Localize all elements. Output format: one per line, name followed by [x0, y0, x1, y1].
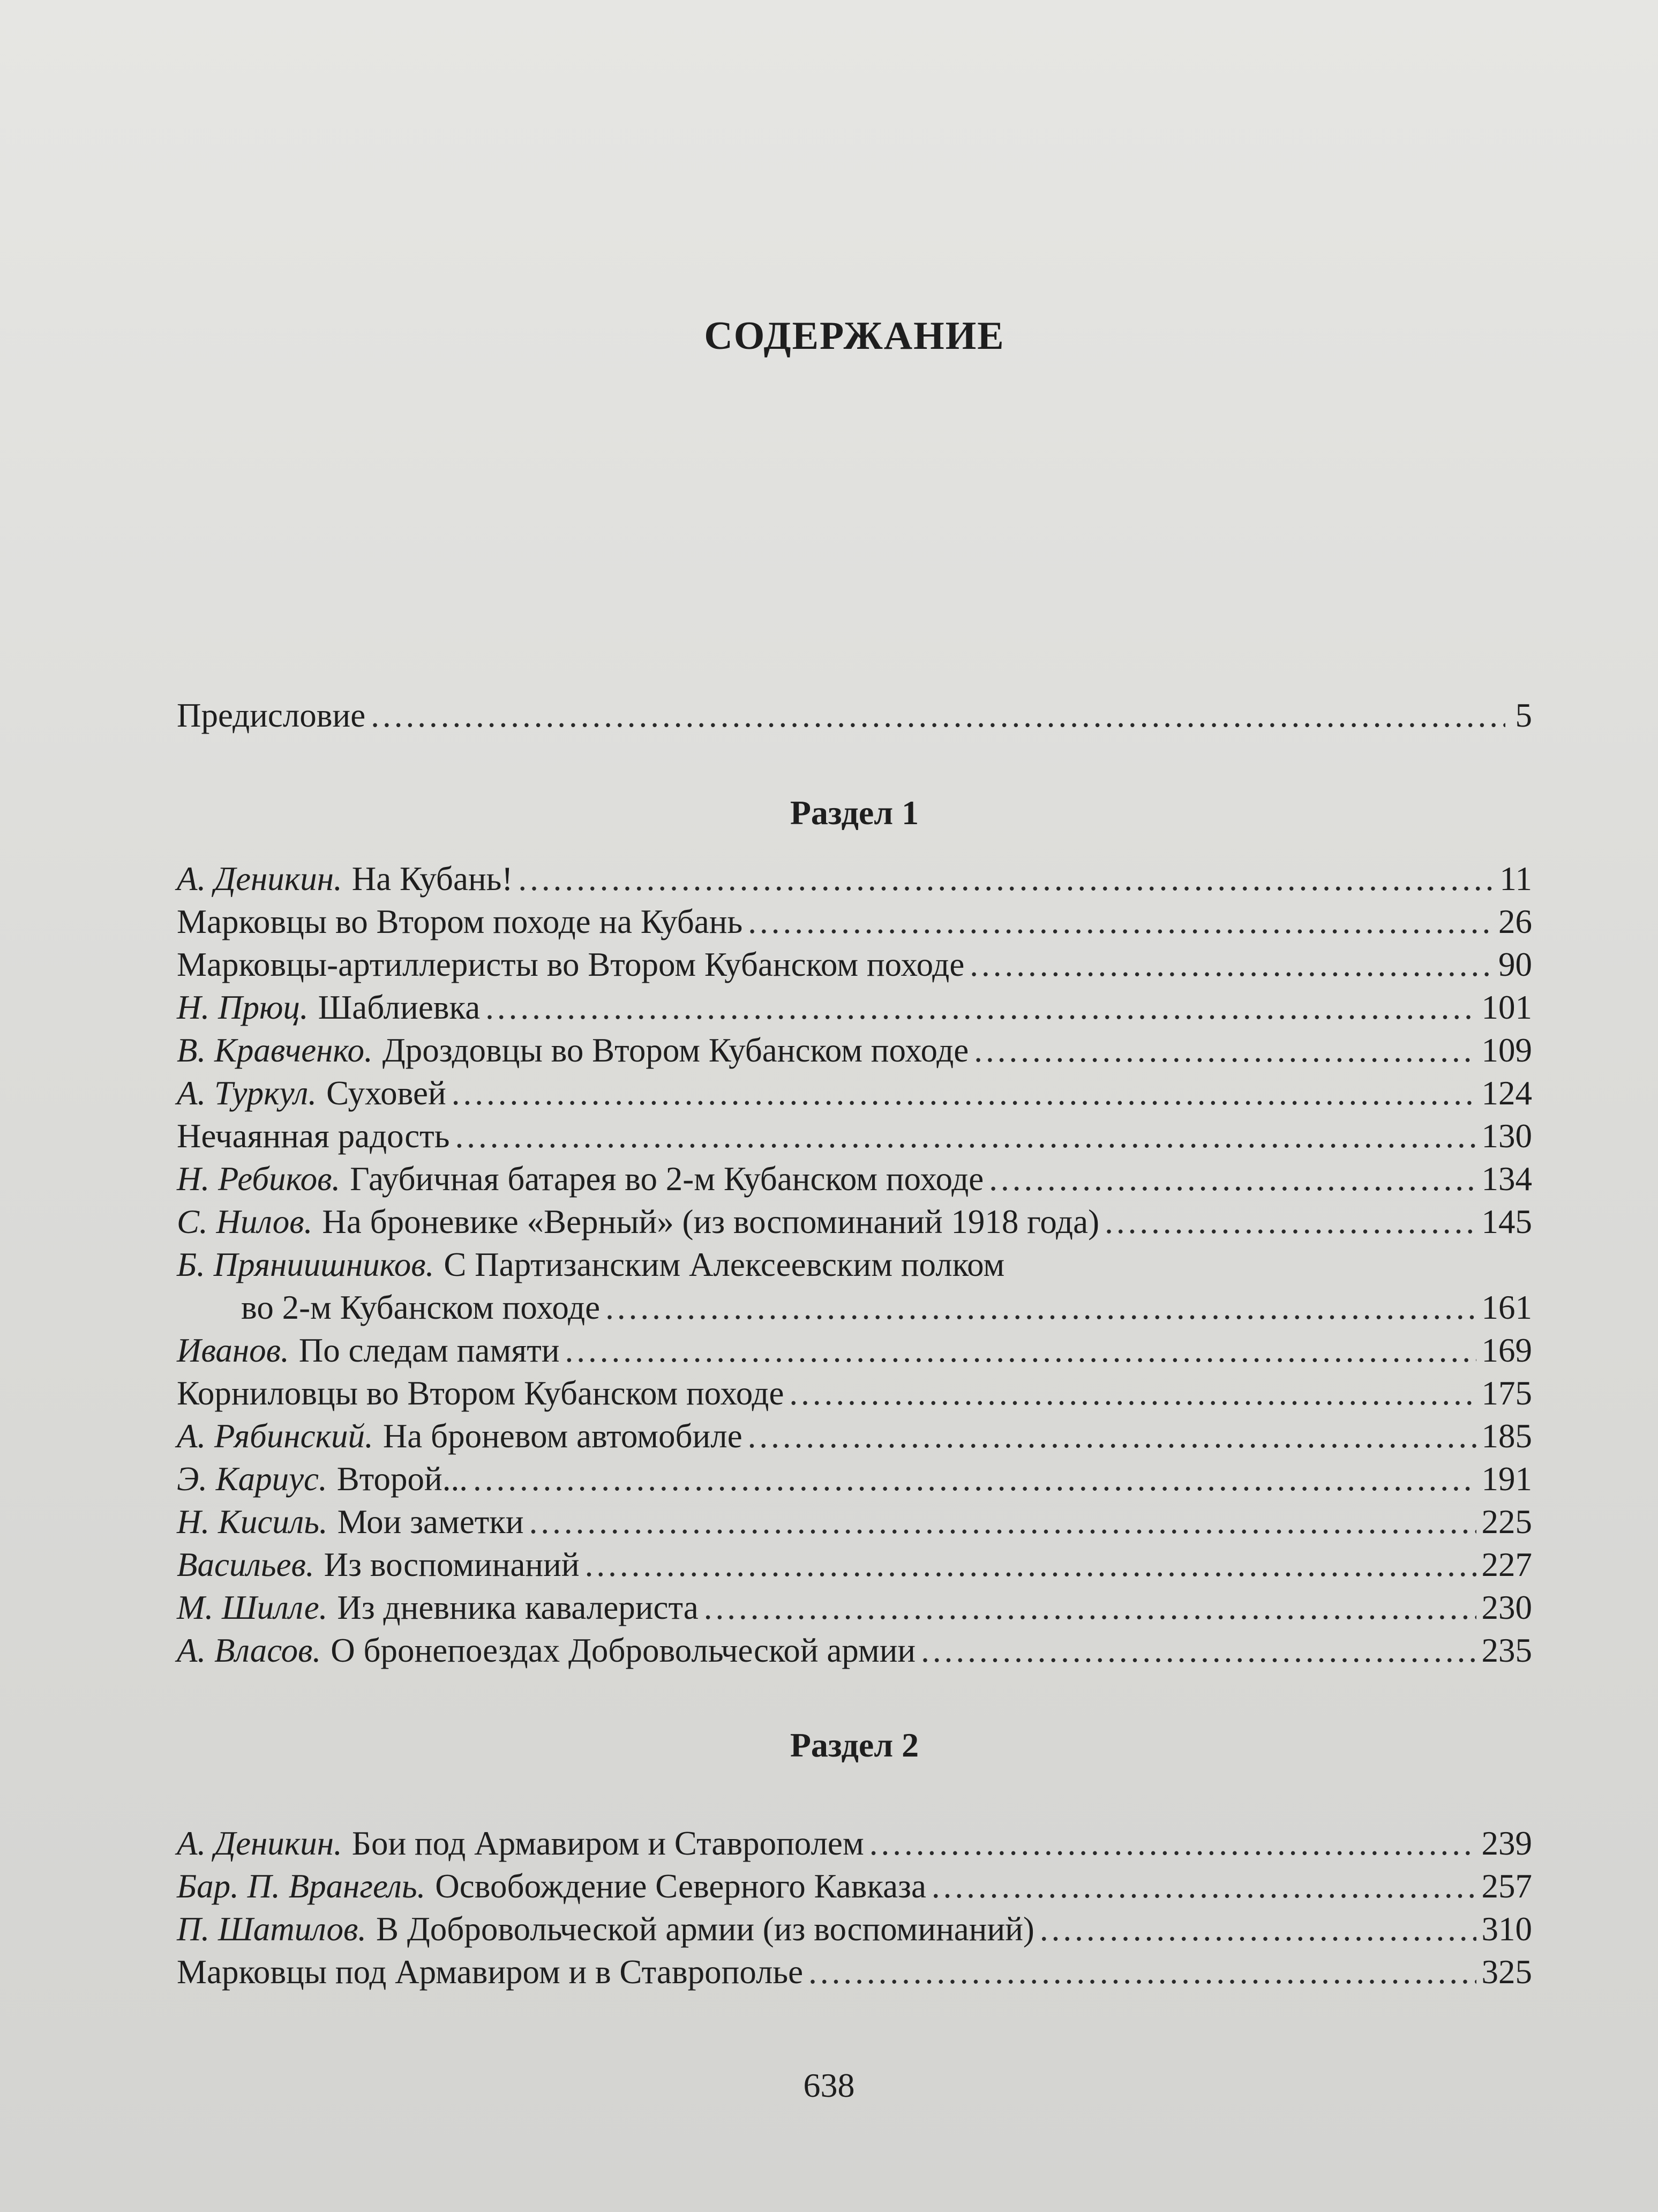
entry-page: 257: [1481, 1867, 1532, 1905]
toc-entry: [177, 1458, 1532, 1500]
toc-entry-continuation: [241, 1286, 1532, 1329]
entry-author: Н. Ребиков.: [177, 1160, 341, 1198]
toc-entry: [177, 1415, 1532, 1458]
entry-page: 130: [1481, 1117, 1532, 1155]
toc-entry-foreword: [177, 694, 1532, 737]
toc-heading: СОДЕРЖАНИЕ: [704, 314, 1005, 358]
dot-leader: [974, 1029, 1476, 1072]
entry-title: На броневом автомобиле: [382, 1417, 742, 1455]
entry-author: Н. Прюц.: [177, 989, 309, 1026]
toc-entry: [177, 1029, 1532, 1072]
entry-author: Э. Кариус.: [177, 1460, 327, 1498]
dot-leader: [748, 1415, 1476, 1458]
toc-entry: [177, 1500, 1532, 1543]
entry-title: Предисловие: [177, 697, 366, 734]
entry-title: Мои заметки: [337, 1503, 524, 1541]
dot-leader: [808, 1951, 1476, 1993]
dot-leader: [989, 1157, 1476, 1200]
entry-title: Корниловцы во Втором Кубанском походе: [177, 1374, 784, 1412]
dot-leader: [565, 1329, 1476, 1372]
dot-leader: [748, 900, 1493, 943]
section-1-heading: Раздел 1: [790, 794, 919, 832]
dot-leader: [529, 1500, 1476, 1543]
dot-leader: [518, 857, 1494, 900]
entry-title: Шаблиевка: [318, 989, 481, 1026]
entry-author: С. Нилов.: [177, 1203, 313, 1240]
dot-leader: [704, 1586, 1476, 1629]
toc-entry: [177, 1865, 1532, 1908]
entry-page: 225: [1481, 1503, 1532, 1541]
entry-title: По следам памяти: [298, 1332, 560, 1369]
dot-leader: [585, 1543, 1476, 1586]
entry-page: 90: [1498, 946, 1532, 983]
entry-page: 169: [1481, 1332, 1532, 1369]
entry-page: 325: [1481, 1953, 1532, 1991]
toc-entry: [177, 1072, 1532, 1115]
entry-title: Освобождение Северного Кавказа: [435, 1867, 926, 1905]
toc-entry: [177, 1200, 1532, 1243]
entry-title: О бронепоездах Добровольческой армии: [331, 1632, 916, 1669]
entry-author: Иванов.: [177, 1332, 289, 1369]
entry-title: Гаубичная батарея во 2-м Кубанском походе: [350, 1160, 984, 1198]
entry-page: 239: [1481, 1825, 1532, 1862]
entry-title: Из дневника кавалериста: [337, 1589, 699, 1626]
entry-page: 124: [1481, 1074, 1532, 1112]
entry-page: 11: [1499, 860, 1532, 898]
dot-leader: [1105, 1200, 1476, 1243]
dot-leader: [455, 1115, 1476, 1157]
entry-page: 101: [1481, 989, 1532, 1026]
entry-title: Марковцы-артиллеристы во Втором Кубанском походе: [177, 946, 965, 983]
entry-title: На Кубань!: [351, 860, 513, 898]
entry-page: 230: [1481, 1589, 1532, 1626]
page-number: 638: [803, 2066, 855, 2104]
entry-author: Бар. П. Врангель.: [177, 1867, 426, 1905]
toc-entry: [177, 986, 1532, 1029]
toc-entry: [177, 1329, 1532, 1372]
toc-entry: [177, 943, 1532, 986]
entry-author: А. Власов.: [177, 1632, 321, 1669]
entry-author: А. Деникин.: [177, 1825, 342, 1862]
dot-leader: [869, 1822, 1476, 1865]
entry-author: П. Шатилов.: [177, 1910, 367, 1948]
entry-author: А. Рябинский.: [177, 1417, 373, 1455]
toc-entry: [177, 900, 1532, 943]
dot-leader: [485, 986, 1476, 1029]
entry-page: 161: [1481, 1289, 1532, 1326]
entry-author: Б. Пряниишников.: [177, 1246, 434, 1283]
entry-author: Васильев.: [177, 1546, 314, 1583]
toc-entry: [177, 1543, 1532, 1586]
entry-title: Бои под Армавиром и Ставрополем: [351, 1825, 864, 1862]
dot-leader: [371, 694, 1505, 737]
entry-title: Марковцы во Втором походе на Кубань: [177, 903, 743, 940]
entry-author: Н. Кисиль.: [177, 1503, 328, 1541]
entry-title-continuation: во 2-м Кубанском походе: [241, 1289, 601, 1326]
entry-title: Дроздовцы во Втором Кубанском походе: [382, 1032, 969, 1069]
entry-page: 227: [1481, 1546, 1532, 1583]
entry-title: Суховей: [326, 1074, 446, 1112]
dot-leader: [921, 1629, 1476, 1672]
entry-title: Из воспоминаний: [324, 1546, 580, 1583]
entry-title: В Добровольческой армии (из воспоминаний): [376, 1910, 1034, 1948]
toc-entry: [177, 1586, 1532, 1629]
entry-page: 310: [1481, 1910, 1532, 1948]
entry-author: В. Кравченко.: [177, 1032, 373, 1069]
toc-entry: [177, 1157, 1532, 1200]
entry-title: На броневике «Верный» (из воспоминаний 1918 года): [322, 1203, 1100, 1240]
entry-page: 175: [1481, 1374, 1532, 1412]
dot-leader: [473, 1458, 1476, 1500]
section-2-heading: Раздел 2: [790, 1726, 919, 1764]
toc-entry: [177, 857, 1532, 900]
entry-page: 5: [1515, 697, 1532, 734]
entry-title: С Партизанским Алексеевским полком: [444, 1246, 1005, 1283]
dot-leader: [605, 1286, 1476, 1329]
dot-leader: [1040, 1908, 1476, 1951]
entry-page: 191: [1481, 1460, 1532, 1498]
entry-author: М. Шилле.: [177, 1589, 328, 1626]
entry-page: 185: [1481, 1417, 1532, 1455]
toc-entry-first-line: [177, 1243, 1004, 1286]
dot-leader: [970, 943, 1493, 986]
toc-entry: [177, 1951, 1532, 1993]
toc-entry: [177, 1822, 1532, 1865]
entry-page: 235: [1481, 1632, 1532, 1669]
entry-title: Нечаянная радость: [177, 1117, 450, 1155]
toc-entry: [177, 1115, 1532, 1157]
entry-page: 26: [1498, 903, 1532, 940]
toc-entry: [177, 1372, 1532, 1415]
dot-leader: [452, 1072, 1476, 1115]
entry-page: 109: [1481, 1032, 1532, 1069]
entry-title: Второй...: [336, 1460, 468, 1498]
dot-leader: [932, 1865, 1476, 1908]
toc-entry: [177, 1908, 1532, 1951]
entry-title: Марковцы под Армавиром и в Ставрополье: [177, 1953, 804, 1991]
entry-page: 145: [1481, 1203, 1532, 1240]
entry-page: 134: [1481, 1160, 1532, 1198]
dot-leader: [789, 1372, 1476, 1415]
toc-entry: [177, 1629, 1532, 1672]
entry-author: А. Туркул.: [177, 1074, 317, 1112]
entry-author: А. Деникин.: [177, 860, 342, 898]
